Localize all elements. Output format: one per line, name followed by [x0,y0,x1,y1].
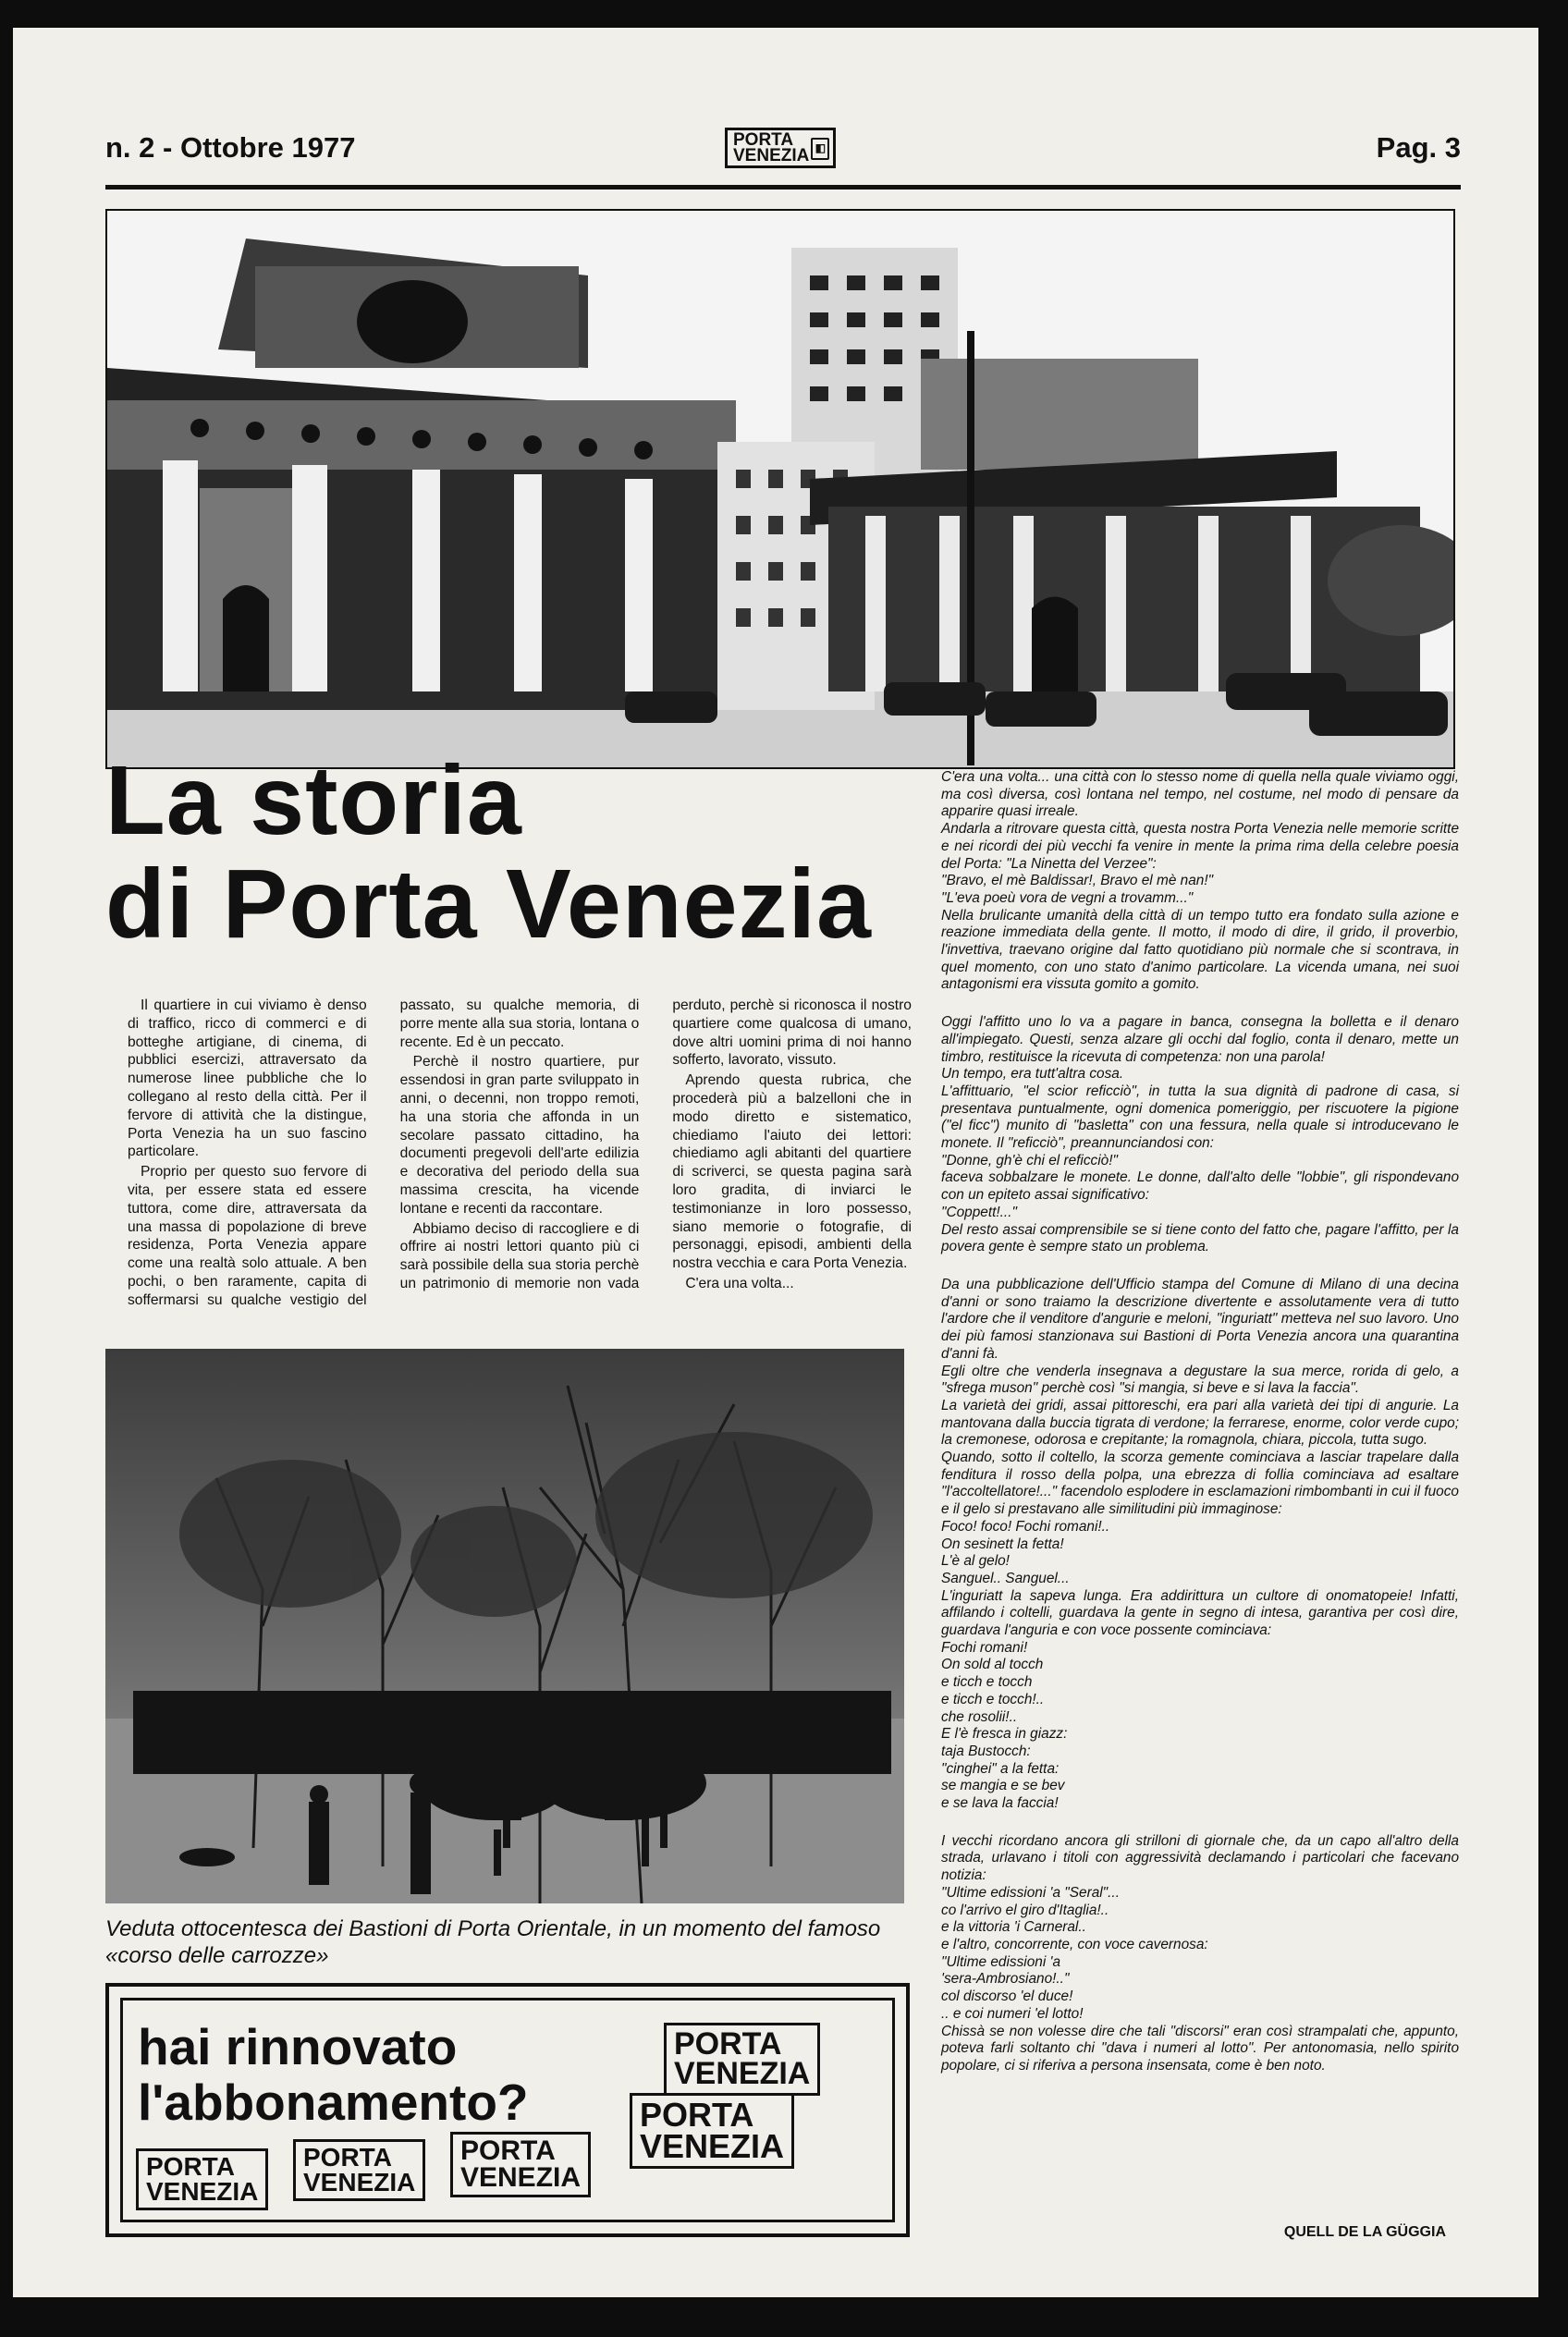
page-header [105,109,1461,165]
column-text: "L'eva poeù vora de vegni a trovamm..." [941,889,1194,906]
column-text: e la vittoria 'i Carneral.. [941,1919,1086,1936]
article-paragraph: C'era una volta... [685,1275,794,1291]
column-text: C'era una volta... una città con lo stesso nome di quella nella quale viviamo oggi, ma così diversa, così lontana nel tempo, nel costume, nel modo di pensare da apparire quasi irreale. [941,769,1459,820]
column-text: Andarla a ritrovare questa città, questa nostra Porta Venezia nelle memorie scritte e nei ricordi dei più vecchi fa venire in mente la prima rima della celebre poesia del Porta: "La Ninetta del Verzee": [941,821,1459,872]
column-text: "Bravo, el mè Baldissar!, Bravo el mè nan!" [941,873,1214,889]
column-text: Chissà se non volesse dire che tali "discorsi" eran così strampalati che, appunto, poteva farli soltanto chi "dava i numeri al lotto". Per antonomasia, nello spirito popolare, ci si riferiva a persona insensata, come è ben noto. [941,2023,1459,2074]
headline-line-1: La storia [105,746,522,855]
column-text: e ticch e tocch [941,1674,1033,1691]
headline [105,746,937,959]
logo-bottom: VENEZIA [733,146,810,165]
column-text: "Ultime edissioni 'a "Seral"... [941,1884,1120,1901]
column-text: che rosolii!.. [941,1708,1018,1725]
logo-stamp: PORTA VENEZIA [450,2132,591,2197]
author-signature: QUELL DE LA GÜGGIA [1283,2224,1446,2240]
column-text: Oggi l'affitto uno lo va a pagare in banca, consegna la bolletta e il denaro all'impiegato. Questi, senza alzare gli occhi dal foglio, conta il denaro, mette un timbro, restituisce la ricevuta di competenza: non una parola! [941,1014,1459,1065]
article-paragraph: Il quartiere in cui viviamo è denso di traffico, ricco di commerci e di botteghe artigiane, di cinema, di pubblici esercizi, attraversato da numerose linee pubbliche che lo collegano al resto della città. Per il fervore di attività che la distingue, Porta Venezia ha un suo fascino particolare. [128,997,367,1160]
article-paragraph: Proprio per questo suo fervore di vita, per essere stata ed essere tuttora, come dire, attraversata da una massa di popolazione di breve residenza, Porta Venezia appare come una realtà solo attuale. A ben pochi, o ben raramente, capita di soffermarsi su qualche vestigio del passato, su qualche memoria, di porre mente alla sua storia, lontana o recente. Ed è un peccato. [128,997,640,1308]
column-text: Quando, sotto il coltello, la scorza gemente cominciava a lasciar trapelare dalla fenditura il rosso della polpa, una ebrezza di follia cominciava ad esaltare "l'accoltellatore!..." facendolo esplodere in esclamazioni rimbombanti in cui il fuoco e il gelo si prestavano alle similitudini più immaginose: [941,1450,1459,1518]
masthead-logo [725,128,836,168]
porta-venezia-photo [105,209,1455,769]
column-text: co l'arrivo el giro d'Itaglia!.. [941,1902,1109,1918]
ad-line-2: l'abbonamento? [138,2074,529,2131]
column-text: Da una pubblicazione dell'Ufficio stampa del Comune di Milano di una decina d'anni or sono traiamo la descrizione divertente e assolutamente vera di tutto l'ardore che il venditore d'angurie e meloni, "inguriatt" metteva nel suo lavoro. Uno dei più famosi stanzionava sui Bastioni di Porta Venezia ancora una quarantina d'anni fà. [941,1276,1459,1362]
header-rule [105,185,1461,190]
column-text: "cinghei" a la fetta: [941,1760,1060,1777]
right-column [941,769,1459,2075]
article-body [128,997,912,1334]
column-text: faceva sobbalzare le monete. Le donne, dall'alto delle "lobbie", gli rispondevano con un epiteto assai significativo: [941,1169,1459,1204]
column-text: Un tempo, era tutt'altra cosa. [941,1066,1124,1083]
column-text: "Donne, gh'è chi el reficciò!" [941,1152,1118,1168]
column-text: 'sera-Ambrosiano!.." [941,1971,1070,1988]
column-text: Fochi romani! [941,1639,1028,1656]
column-text: Sanguel.. Sanguel... [941,1570,1070,1586]
logo-stamp: PORTA VENEZIA [630,2093,794,2169]
column-text: col discorso 'el duce! [941,1988,1073,2005]
article-paragraph: Aprendo questa rubrica, che procederà più a balzelloni che in modo diretto e sistematico, chiediamo l'aiuto dei lettori: chiediamo agli abitanti del quartiere di scriverci, se questa pagina sarà loro gradita, di inviarci le testimonianze in loro possesso, siano memorie o fotografie, di personaggi, episodi, ambienti della nostra vecchia e cara Porta Venezia. [672,1072,912,1272]
photo-caption: Veduta ottocentesca dei Bastioni di Porta Orientale, in un momento del famoso «corso delle carrozze» [105,1916,881,1968]
column-text: La varietà dei gridi, assai pittoreschi, era pari alla varietà dei tipi di angurie. La mantovana dalla buccia tigrata di verdone; la ferrarese, enorme, color verde cupo; la cremonese, odorosa e crepitante; la romagnola, chiara, piccola, tutta sugo. [941,1397,1459,1449]
column-text: e ticch e tocch!.. [941,1691,1045,1707]
bastioni-engraving [105,1349,904,1903]
column-text: On sold al tocch [941,1657,1044,1673]
column-text: "Coppett!..." [941,1204,1017,1220]
ad-line-1: hai rinnovato [138,2018,458,2075]
ad-headline [138,2019,529,2130]
article-paragraph: Perchè il nostro quartiere, pur essendosi in gran parte sviluppato in anni, o decenni, non troppo remoti, ha una storia che affonda in un secolare passato cittadino, ha documenti pregevoli dell'arte edilizia e decorativa del periodo della sua massima crescita, ha vicende lontane e recenti da raccontare. [399,1054,640,1217]
column-text: On sesinett la fetta! [941,1536,1064,1552]
column-text: se mangia e se bev [941,1778,1065,1794]
logo-stamp: PORTA VENEZIA [293,2139,425,2201]
column-text: e l'altro, concorrente, con voce cavernosa: [941,1937,1208,1952]
logo-top: PORTA [733,130,794,150]
column-text: L'inguriatt la sapeva lunga. Era addirittura un cultore di onomatopeie! Infatti, affilando i coltelli, guardava la gente in segno di intesa, garantiva per così dire, guardava l'anguria e con voce possente cominciava: [941,1587,1459,1639]
headline-line-2: di Porta Venezia [105,850,872,959]
column-text: "Ultime edissioni 'a [941,1953,1061,1970]
column-text: e se lava la faccia! [941,1795,1059,1812]
door-icon: ◧ [811,138,829,160]
article-paragraph: Abbiamo deciso di raccogliere e di offrire ai nostri lettori quanto più ci sarà possibile della sua storia perchè un patrimonio di memorie non vada perduto, perchè si riconosca il nostro quartiere come qualcosa di umano, dove altri uomini prima di noi hanno sofferto, lavorato, vissuto. [399,997,912,1291]
column-text: .. e coi numeri 'el lotto! [941,2005,1084,2022]
column-text: Egli oltre che venderla insegnava a degustare la sua merce, rorida di gelo, a "sfrega muson" perchè così "si mangia, si beve e si lava la faccia". [941,1363,1459,1397]
column-text: E l'è fresca in giazz: [941,1726,1068,1743]
column-text: taja Bustocch: [941,1743,1031,1759]
page-number: Pag. 3 [1376,131,1461,164]
column-text: Foco! foco! Fochi romani!.. [941,1518,1110,1535]
column-text: Del resto assai comprensibile se si tiene conto del fatto che, pagare l'affitto, per la povera gente è sempre stato un problema. [941,1221,1459,1255]
column-text: L'affittuario, "el scior reficciò", in tutta la sua dignità di padrone di casa, si presentava puntualmente, ogni domenica pomeriggio, per riscuotere la pigione ("el ficc") munito di "basletta" con una fessura, nella quale si introducevano le monete. Il "reficciò", preannunciandosi con: [941,1083,1459,1152]
newspaper-page [13,28,1538,2297]
column-text: Nella brulicante umanità della città di un tempo tutto era fondato sulla azione e reazione immediata della gente. Il motto, il modo di dire, il grido, il proverbio, l'invettiva, traevano origine dal fatto quotidiano più normale che si scontrava, in quel momento, con uno stato d'animo particolare. La vicenda umana, nei suoi antagonismi era vissuta gomito a gomito. [941,907,1459,993]
logo-stamp: PORTA VENEZIA [136,2148,268,2210]
column-text: I vecchi ricordano ancora gli strilloni di giornale che, da un capo all'altro della strada, urlavano i titoli con aggressività declamando i particolari che facevano notizia: [941,1832,1459,1884]
subscription-ad [105,1983,910,2237]
issue-date: n. 2 - Ottobre 1977 [105,131,356,164]
column-text: L'è al gelo! [941,1553,1010,1570]
logo-stamp: PORTA VENEZIA [664,2023,820,2096]
